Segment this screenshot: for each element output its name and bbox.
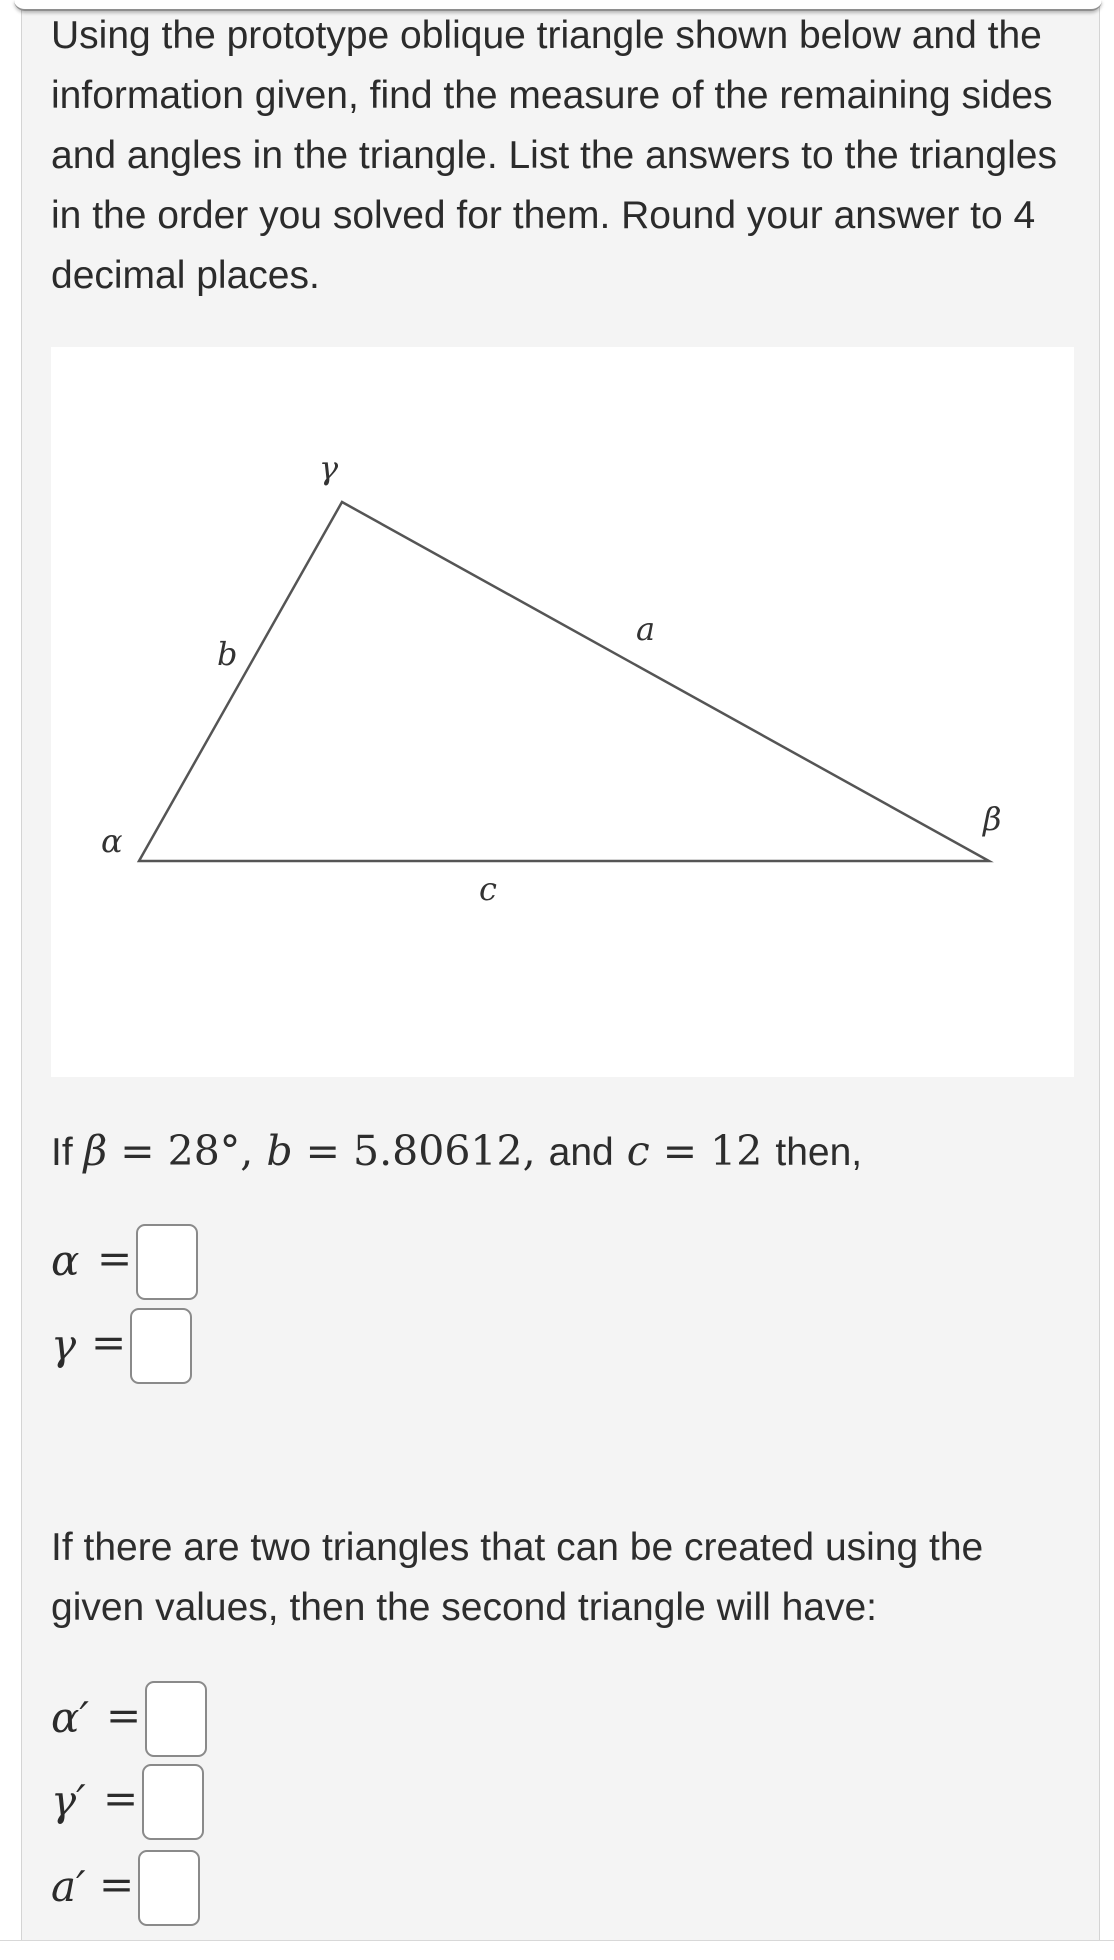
triangle-shape: [139, 502, 989, 861]
given-values: [51, 1118, 862, 1186]
given-b-symbol: b: [266, 1127, 293, 1175]
gamma-equals: =: [91, 1318, 127, 1367]
given-beta-value: = 28°,: [107, 1127, 267, 1175]
gamma-prime-label: γ′: [51, 1776, 86, 1825]
triangle-diagram: [51, 347, 1074, 1077]
a-prime-equals: =: [99, 1860, 135, 1909]
label-side-c: c: [479, 870, 497, 908]
label-beta: β: [983, 800, 1002, 838]
label-gamma: γ: [319, 449, 339, 487]
label-side-a: a: [636, 610, 656, 648]
a-prime-label: a′: [51, 1862, 86, 1911]
given-b-value: = 5.80612,: [292, 1127, 549, 1175]
gamma-prime-answer-input[interactable]: [142, 1764, 204, 1840]
label-alpha: α: [101, 822, 123, 860]
alpha-answer-input[interactable]: [136, 1224, 198, 1300]
given-c-symbol: c: [613, 1127, 650, 1175]
bottom-divider: [0, 1940, 1114, 1941]
given-suffix: then,: [775, 1131, 863, 1174]
question-prompt: Using the prototype oblique triangle shown below and the information given, find the measure of the remaining sides and angles in the triangle. List the answers to the triangles in the order you solved for them. Round your answer to 4 decimal places.: [51, 14, 1057, 297]
label-side-b: b: [217, 635, 238, 673]
triangle-figure: [51, 347, 1074, 1077]
alpha-prime-equals: =: [106, 1691, 142, 1740]
given-and: and: [548, 1131, 614, 1174]
a-prime-answer-input[interactable]: [138, 1850, 200, 1926]
alpha-prime-label: α′: [51, 1693, 89, 1742]
given-prefix: If: [51, 1131, 73, 1174]
gamma-label: γ: [51, 1320, 77, 1369]
gamma-prime-equals: =: [103, 1774, 139, 1823]
alpha-equals: =: [97, 1234, 133, 1283]
given-c-value: = 12: [649, 1127, 776, 1175]
alpha-label: α: [51, 1236, 80, 1285]
alpha-prime-answer-input[interactable]: [145, 1681, 207, 1757]
second-triangle-intro: If there are two triangles that can be created using the given values, then the second triangle will have:: [51, 1526, 984, 1629]
given-beta-symbol: β: [83, 1127, 108, 1175]
gamma-answer-input[interactable]: [130, 1308, 192, 1384]
